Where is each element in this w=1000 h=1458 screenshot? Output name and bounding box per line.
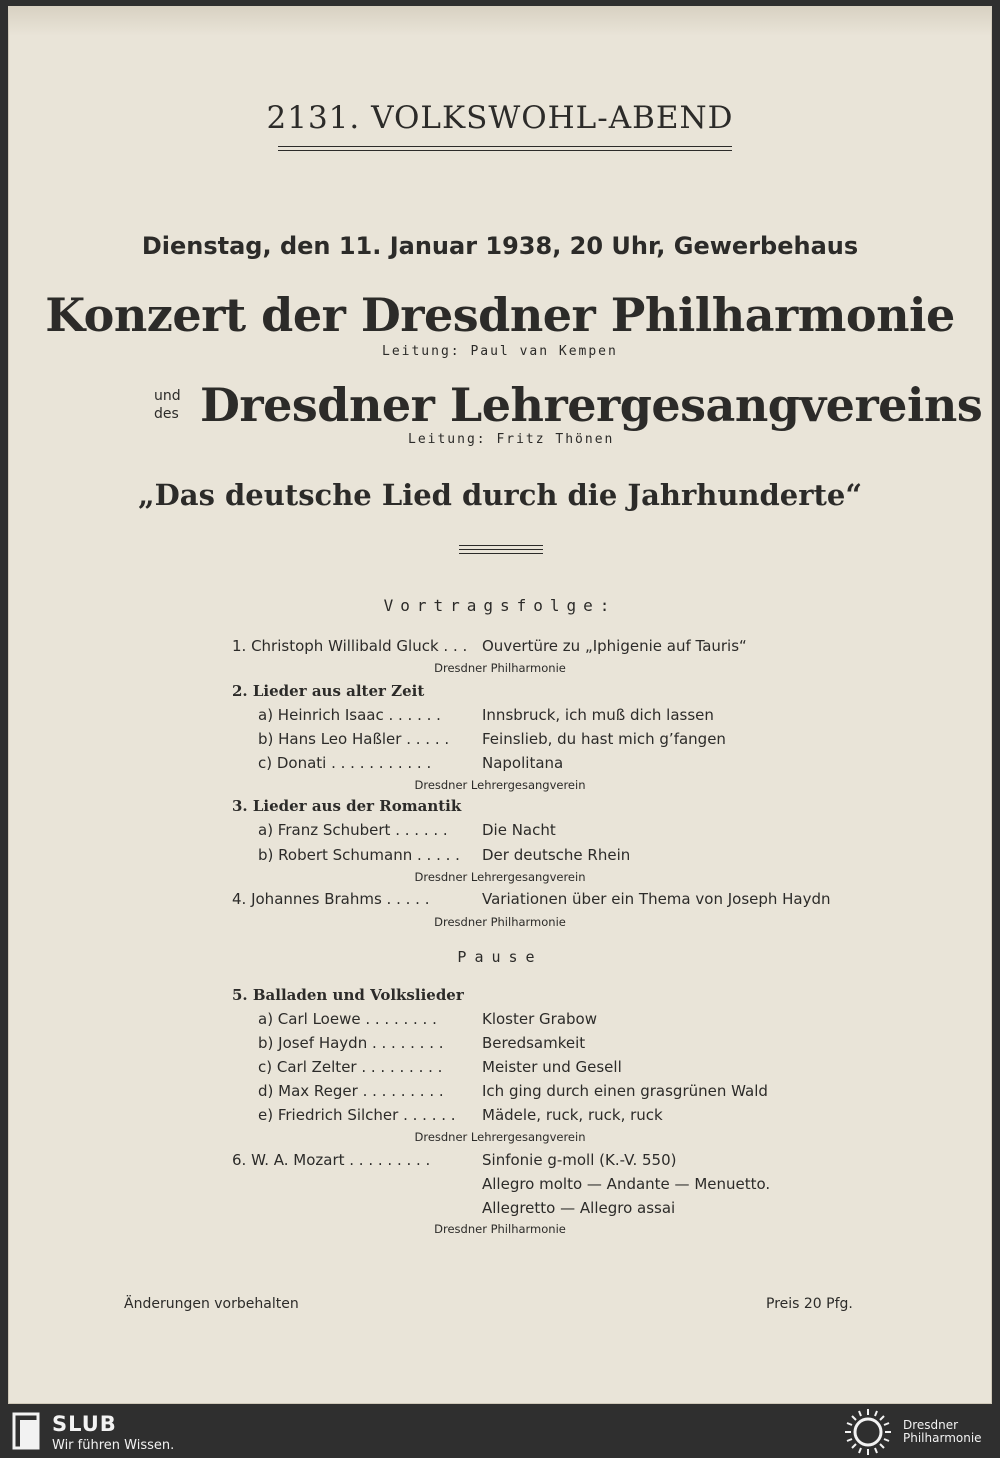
- item5a-composer: a) Carl Loewe . . . . . . . .: [258, 1010, 437, 1028]
- item5e-work: Mädele, ruck, ruck, ruck: [482, 1106, 663, 1124]
- item6-performer: Dresdner Philharmonie: [434, 1222, 566, 1236]
- item5a-work: Kloster Grabow: [482, 1010, 597, 1028]
- item2a-composer: a) Heinrich Isaac . . . . . .: [258, 706, 441, 724]
- item3a-work: Die Nacht: [482, 821, 556, 839]
- philharmonie-name-line2: Philharmonie: [903, 1431, 982, 1445]
- item6-composer: 6. W. A. Mozart . . . . . . . . .: [232, 1151, 431, 1169]
- item5-heading: 5. Balladen und Volkslieder: [232, 986, 464, 1004]
- item1-work: Ouvertüre zu „Iphigenie auf Tauris“: [482, 637, 747, 655]
- divider-2: [459, 549, 543, 550]
- pause-label: Pause: [457, 948, 543, 966]
- program-sheet: [8, 6, 992, 1404]
- item1-composer: 1. Christoph Willibald Gluck . . .: [232, 637, 468, 655]
- item2b-work: Feinslieb, du hast mich g’fangen: [482, 730, 726, 748]
- slub-name: SLUB: [52, 1412, 117, 1436]
- item5e-composer: e) Friedrich Silcher . . . . . .: [258, 1106, 456, 1124]
- motto: „Das deutsche Lied durch die Jahrhunderte“: [137, 478, 863, 512]
- item5c-composer: c) Carl Zelter . . . . . . . . .: [258, 1058, 443, 1076]
- item2a-work: Innsbruck, ich muß dich lassen: [482, 706, 714, 724]
- item3a-composer: a) Franz Schubert . . . . . .: [258, 821, 448, 839]
- item5c-work: Meister und Gesell: [482, 1058, 622, 1076]
- item5b-composer: b) Josef Haydn . . . . . . . .: [258, 1034, 444, 1052]
- divider-3: [459, 553, 543, 554]
- slub-tagline: Wir führen Wissen.: [52, 1438, 175, 1453]
- philharmonie-name: [903, 1419, 982, 1445]
- item2-heading: 2. Lieder aus alter Zeit: [232, 682, 425, 700]
- conductor-line-2: Leitung: Fritz Thönen: [408, 432, 615, 447]
- title-underline: [278, 146, 732, 147]
- item5b-work: Beredsamkeit: [482, 1034, 586, 1052]
- evening-title: 2131. VOLKSWOHL-ABEND: [266, 100, 734, 136]
- item2-performer: Dresdner Lehrergesangverein: [414, 778, 586, 792]
- item6-movements-2: Allegretto — Allegro assai: [482, 1199, 676, 1217]
- item3b-composer: b) Robert Schumann . . . . .: [258, 846, 460, 864]
- concert-title: Konzert der Dresdner Philharmonie: [45, 288, 955, 342]
- item2b-composer: b) Hans Leo Haßler . . . . .: [258, 730, 450, 748]
- item2c-work: Napolitana: [482, 754, 564, 772]
- bottom-bar: [0, 1404, 1000, 1458]
- und-label: und: [154, 388, 181, 404]
- item4-performer: Dresdner Philharmonie: [434, 915, 566, 929]
- des-label: des: [154, 406, 179, 422]
- item1-performer: Dresdner Philharmonie: [434, 661, 566, 675]
- philharmonie-name-line1: Dresdner: [903, 1418, 959, 1432]
- slub-logo-icon: [10, 1412, 44, 1450]
- item4-composer: 4. Johannes Brahms . . . . .: [232, 890, 430, 908]
- title-underline-2: [278, 150, 732, 151]
- conductor-line-1: Leitung: Paul van Kempen: [382, 344, 618, 359]
- item4-work: Variationen über ein Thema von Joseph Haydn: [482, 890, 831, 908]
- item3-performer: Dresdner Lehrergesangverein: [414, 870, 586, 884]
- program-heading: Vortragsfolge:: [383, 596, 617, 615]
- date-line: Dienstag, den 11. Januar 1938, 20 Uhr, Gewerbehaus: [141, 232, 859, 260]
- choir-title: Dresdner Lehrergesangvereins: [200, 378, 983, 432]
- item5d-work: Ich ging durch einen grasgrünen Wald: [482, 1082, 768, 1100]
- price-note: Preis 20 Pfg.: [766, 1296, 853, 1312]
- item6-movements-1: Allegro molto — Andante — Menuetto.: [482, 1175, 771, 1193]
- item3b-work: Der deutsche Rhein: [482, 846, 631, 864]
- item5-performer: Dresdner Lehrergesangverein: [414, 1130, 586, 1144]
- divider: [459, 545, 543, 546]
- item2c-composer: c) Donati . . . . . . . . . . .: [258, 754, 432, 772]
- item5d-composer: d) Max Reger . . . . . . . . .: [258, 1082, 444, 1100]
- item3-heading: 3. Lieder aus der Romantik: [232, 797, 462, 815]
- changes-note: Änderungen vorbehalten: [124, 1296, 299, 1312]
- philharmonie-logo-icon: [840, 1407, 896, 1457]
- item6-work: Sinfonie g-moll (K.-V. 550): [482, 1151, 677, 1169]
